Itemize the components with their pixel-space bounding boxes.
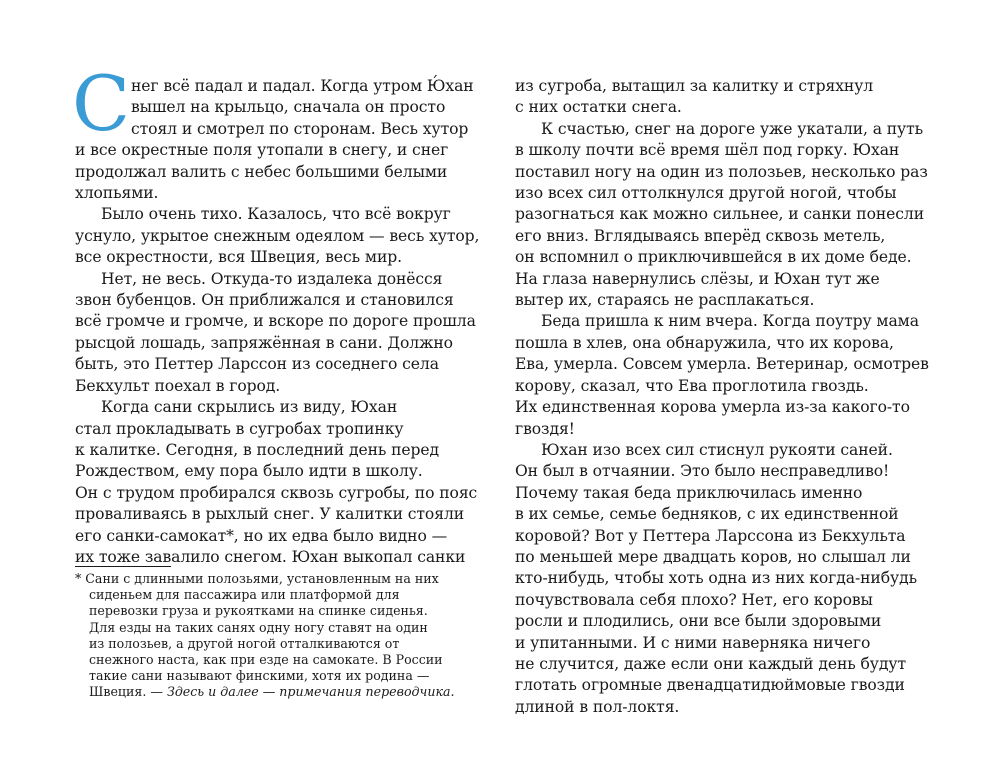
text-line: и все окрестные поля утопали в снегу, и снег [75, 141, 449, 160]
text-line: Почему такая беда приключилась именно [515, 483, 863, 502]
text-line: к калитке. Сегодня, в последний день перед [75, 440, 440, 459]
text-line: почувствовала себя плохо? Нет, его коровы [515, 590, 873, 609]
text-line: уснуло, укрытое снежным одеялом — весь хутор, [75, 226, 480, 245]
text-line: звон бубенцов. Он приближался и становился [75, 291, 454, 310]
text-line: проваливаясь в рыхлый снег. У калитки стояли [75, 505, 465, 524]
drop-cap-letter: С [72, 59, 131, 148]
text-line: его санки-самокат*, но их едва было видно — [75, 526, 448, 545]
text-line: стал прокладывать в сугробах тропинку [75, 419, 404, 438]
text-line: глотать огромные двенадцатидюймовые гвозди [515, 676, 905, 695]
text-line: К счастью, снег на дороге уже укатали, а путь [541, 119, 924, 138]
text-line: росли и плодились, они все были здоровыми [515, 612, 882, 631]
text-line: с них остатки снега. [515, 98, 682, 117]
text-line: Было очень тихо. Казалось, что всё вокруг [101, 205, 451, 224]
text-line: Он был в отчаянии. Это было несправедливо! [515, 462, 890, 481]
text-line: по меньшей мере двадцать коров, но слышал ли [515, 547, 911, 566]
footnote-line: снежного наста, как при езде на самокате. В России [89, 652, 443, 668]
text-line: На глаза навернулись слёзы, и Юхан тут же [515, 269, 880, 288]
text-line: Когда сани скрылись из виду, Юхан [101, 398, 398, 417]
text-line: корову, сказал, что Ева проглотила гвоздь. [515, 376, 869, 395]
text-line: пошла в хлев, она обнаружила, что их корова, [515, 333, 894, 352]
text-line: Их единственная корова умерла из-за какого-то [515, 398, 910, 417]
footnote-line: Для езды на таких санях одну ногу ставят на один [89, 619, 428, 635]
translator-note: Здесь и далее — примечания переводчика. [166, 684, 455, 700]
footnote-line: из полозьев, а другой ногой отталкиваются от [89, 635, 400, 651]
text-line: вышел на крыльцо, сначала он просто [131, 98, 446, 117]
text-line: вытер их, стараясь не расплакаться. [515, 291, 815, 310]
text-line: кто-нибудь, чтобы хоть одна из них когда-нибудь [515, 569, 917, 588]
text-line: и упитанными. И с ними наверняка ничего [515, 633, 871, 652]
footnote-line [75, 684, 495, 700]
footnote-line: перевозки груза и рукоятками на спинке сиденья. [89, 603, 428, 619]
text-line: длиной в пол-локтя. [515, 697, 680, 716]
footnote-divider [75, 566, 171, 567]
text-line: в школу почти всё время шёл под горку. Юхан [515, 141, 900, 160]
text-line: хлопьями. [75, 184, 159, 203]
footnote-line: * Сани с длинными полозьями, установленным на них [75, 571, 439, 586]
text-line: быть, это Петтер Ларссон из соседнего села [75, 355, 439, 374]
footnote-last-start: Швеция. — [89, 684, 167, 700]
text-line: не случится, даже если они каждый день будут [515, 654, 906, 673]
text-line: Нет, не весь. Откуда-то издалека донёсся [101, 269, 443, 288]
footnote-line: сиденьем для пассажира или платформой для [89, 587, 400, 603]
text-line: разогнаться как можно сильнее, и санки понесли [515, 205, 925, 224]
text-line: стоял и смотрел по сторонам. Весь хутор [131, 119, 469, 138]
footnote-line: такие сани называют финскими, хотя их родина — [89, 668, 430, 684]
text-line: изо всех сил оттолкнулся другой ногой, чтобы [515, 184, 897, 203]
left-column [75, 76, 490, 568]
footnote [75, 571, 495, 701]
text-line: он вспомнил о приключившейся в их доме беде. [515, 248, 912, 267]
text-line: гвоздя! [515, 419, 575, 438]
text-line: их тоже завалило снегом. Юхан выкопал санки [75, 547, 466, 566]
right-column [515, 76, 930, 718]
text-line: в их семье, семье бедняков, с их единственной [515, 505, 899, 524]
text-line: Он с трудом пробирался сквозь сугробы, по пояс [75, 483, 478, 502]
text-line: из сугроба, вытащил за калитку и стряхнул [515, 77, 874, 95]
text-line: его вниз. Вглядываясь вперёд сквозь метель, [515, 226, 886, 245]
text-line: продолжал валить с небес большими белыми [75, 162, 448, 181]
text-line: Ева, умерла. Совсем умерла. Ветеринар, осмотрев [515, 355, 929, 374]
text-line: Бекхульт поехал в город. [75, 376, 281, 395]
text-line: поставил ногу на один из полозьев, несколько раз [515, 162, 928, 181]
text-line: Юхан изо всех сил стиснул рукояти саней. [541, 440, 893, 459]
text-line: все окрестности, вся Швеция, весь мир. [75, 248, 402, 267]
text-line: Рождеством, ему пора было идти в школу. [75, 462, 423, 481]
text-line: коровой? Вот у Петтера Ларссона из Бекхульта [515, 526, 906, 545]
text-line: всё громче и громче, и вскоре по дороге прошла [75, 312, 476, 331]
text-line: нег всё падал и падал. Когда утром Ю́хан [131, 77, 474, 95]
text-line: рысцой лошадь, запряжённая в сани. Должно [75, 333, 453, 352]
text-line: Беда пришла к ним вчера. Когда поутру мама [541, 312, 919, 331]
